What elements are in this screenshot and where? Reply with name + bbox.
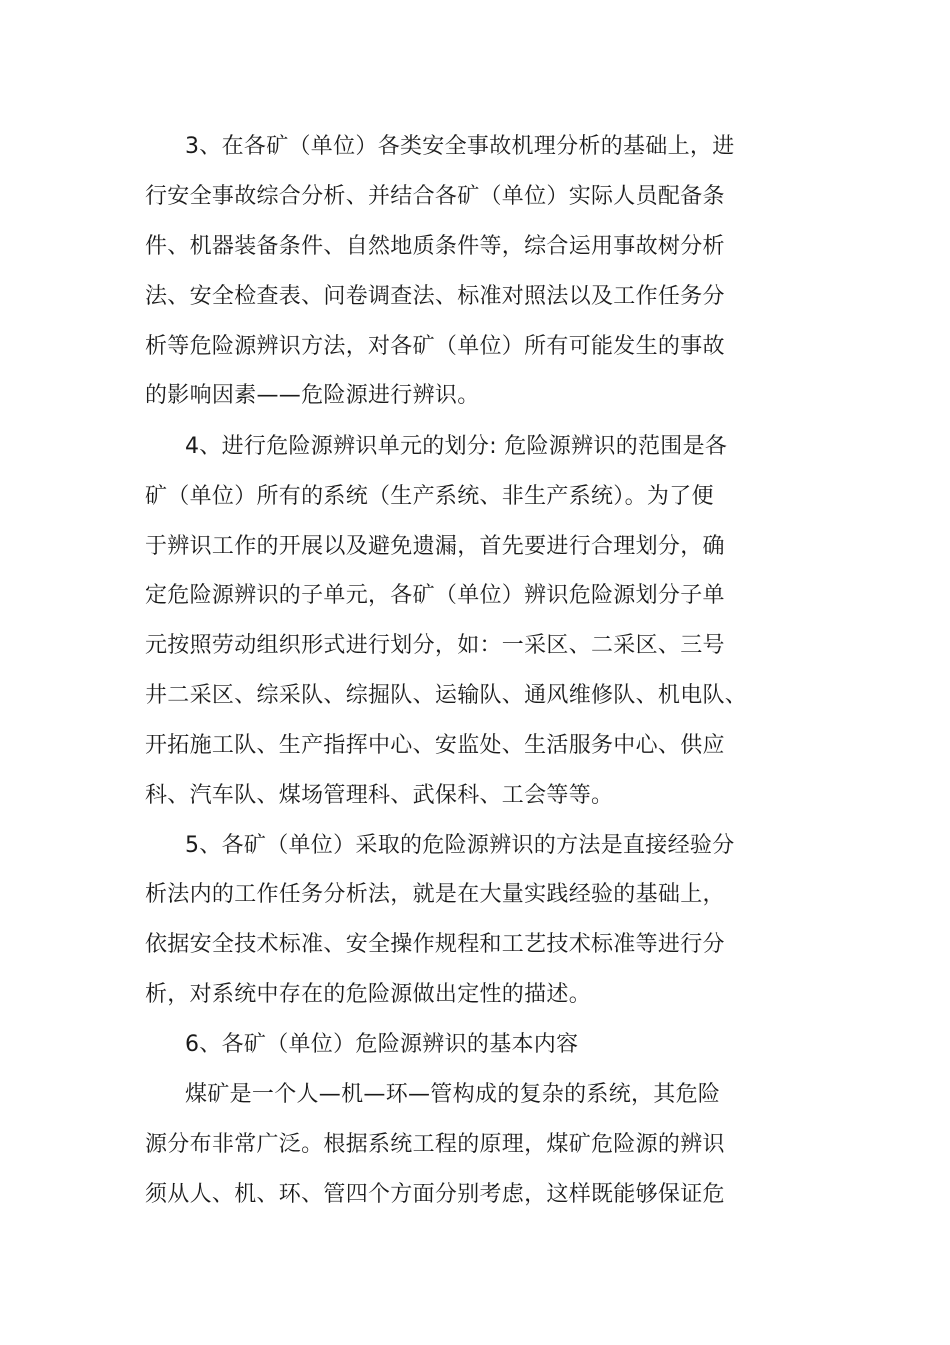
text-line: 法、安全检查表、问卷调查法、标准对照法以及工作任务分 [145, 284, 725, 309]
text-line: 元按照劳动组织形式进行划分，如：一采区、二采区、三号 [145, 633, 725, 658]
text-line: 井二采区、综采队、综掘队、运输队、通风维修队、机电队、 [145, 683, 748, 708]
text-line: 行安全事故综合分析、并结合各矿（单位）实际人员配备条 [145, 184, 725, 209]
text-line: 5、各矿（单位）采取的危险源辨识的方法是直接经验分 [185, 833, 735, 858]
text-line: 须从人、机、环、管四个方面分别考虑，这样既能够保证危 [145, 1182, 725, 1207]
text-line: 6、各矿（单位）危险源辨识的基本内容 [185, 1032, 579, 1057]
text-line: 于辨识工作的开展以及避免遗漏，首先要进行合理划分，确 [145, 534, 725, 559]
text-line: 3、在各矿（单位）各类安全事故机理分析的基础上，进 [185, 134, 735, 159]
text-line: 依据安全技术标准、安全操作规程和工艺技术标准等进行分 [145, 932, 725, 957]
text-line: 科、汽车队、煤场管理科、武保科、工会等等。 [145, 783, 614, 808]
text-line: 析，对系统中存在的危险源做出定性的描述。 [145, 982, 592, 1007]
text-line: 源分布非常广泛。根据系统工程的原理，煤矿危险源的辨识 [145, 1132, 725, 1157]
text-line: 煤矿是一个人—机—环—管构成的复杂的系统，其危险 [185, 1082, 721, 1107]
text-line: 矿（单位）所有的系统（生产系统、非生产系统）。为了便 [145, 484, 714, 509]
text-line: 件、机器装备条件、自然地质条件等，综合运用事故树分析 [145, 234, 725, 259]
text-line: 析法内的工作任务分析法，就是在大量实践经验的基础上， [145, 882, 725, 907]
text-line: 的影响因素——危险源进行辨识。 [145, 383, 480, 408]
text-line: 4、进行危险源辨识单元的划分: 危险源辨识的范围是各 [185, 434, 728, 459]
text-line: 析等危险源辨识方法，对各矿（单位）所有可能发生的事故 [145, 334, 725, 359]
text-line: 开拓施工队、生产指挥中心、安监处、生活服务中心、供应 [145, 733, 725, 758]
text-line: 定危险源辨识的子单元，各矿（单位）辨识危险源划分子单 [145, 583, 725, 608]
